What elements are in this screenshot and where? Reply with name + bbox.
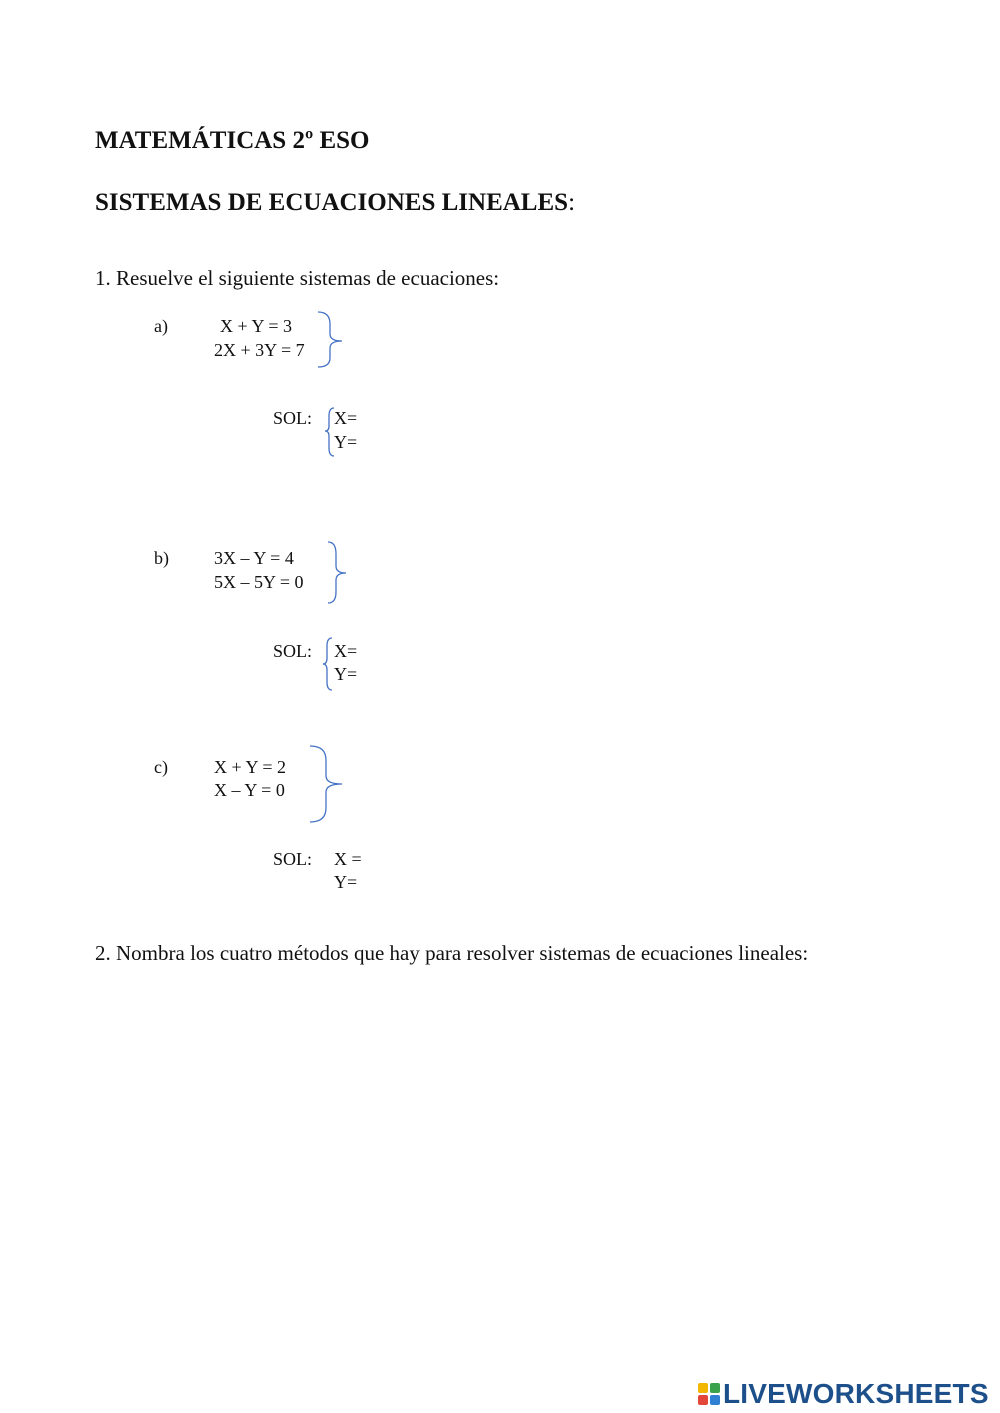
liveworksheets-logo	[698, 1378, 989, 1410]
item-a-equation-2: 2X + 3Y = 7	[214, 340, 305, 360]
item-b-equation-1: 3X – Y = 4	[214, 548, 294, 568]
item-a-sol-label: SOL:	[273, 408, 313, 428]
item-a-right-brace	[316, 310, 346, 370]
section-title	[95, 189, 575, 217]
item-b-equation-2: 5X – 5Y = 0	[214, 572, 304, 592]
item-c-label: c)	[154, 757, 168, 777]
item-a-equation-1: X + Y = 3	[220, 316, 292, 336]
logo-text: LIVEWORKSHEETS	[723, 1378, 989, 1409]
item-a-y-answer[interactable]: Y=	[334, 432, 358, 452]
item-b-x-answer[interactable]: X=	[334, 641, 358, 661]
item-c-x-answer[interactable]: X =	[334, 849, 362, 869]
liveworksheets-logo-icon	[698, 1383, 720, 1405]
question-1-prompt: 1. Resuelve el siguiente sistemas de ecuaciones:	[95, 266, 500, 290]
item-b-sol-brace	[322, 636, 334, 692]
item-c-y-answer[interactable]: Y=	[334, 872, 358, 892]
item-a-x-answer[interactable]: X=	[334, 408, 358, 428]
page-title: MATEMÁTICAS 2º ESO	[95, 127, 370, 154]
item-c-sol-label: SOL:	[273, 849, 313, 869]
item-b-sol-label: SOL:	[273, 641, 313, 661]
section-title-text: SISTEMAS DE ECUACIONES LINEALES	[95, 189, 569, 216]
item-c-right-brace	[308, 744, 350, 826]
section-title-colon: :	[568, 189, 576, 216]
item-b-label: b)	[154, 548, 169, 568]
item-c-equation-1: X + Y = 2	[214, 757, 286, 777]
item-c-equation-2: X – Y = 0	[214, 780, 285, 800]
item-a-label: a)	[154, 316, 168, 336]
question-2-prompt: 2. Nombra los cuatro métodos que hay para resolver sistemas de ecuaciones lineales:	[95, 941, 809, 965]
item-b-right-brace	[326, 540, 352, 606]
item-b-y-answer[interactable]: Y=	[334, 664, 358, 684]
